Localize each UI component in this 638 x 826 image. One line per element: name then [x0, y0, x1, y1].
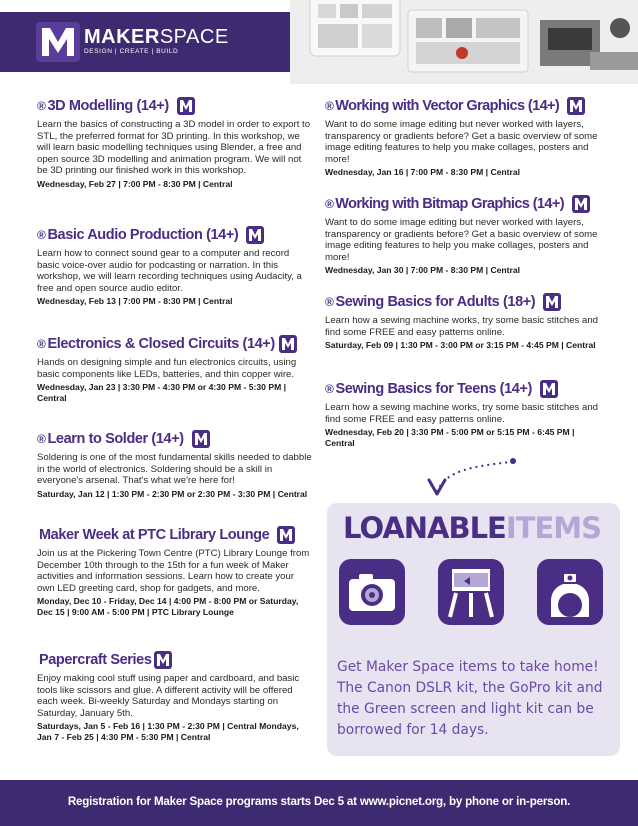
event-description: Learn how a sewing machine works, try some basic stitches and find some FREE and easy patterns online. [325, 402, 599, 425]
event-schedule: Wednesday, Jan 30 | 7:00 PM - 8:30 PM | Central [325, 265, 521, 276]
event-description: Learn how a sewing machine works, try some basic stitches and find some FREE and easy patterns online. [325, 315, 599, 338]
event-description: Learn the basics of constructing a 3D model in order to export to STL, the preferred format for 3D printing. In this workshop, we will learn basic modelling techniques using Blender, a free and open source 3D modelling and animation program. We will not be 3D printing our finished work in this workshop. [37, 119, 311, 177]
event-electronics [37, 334, 312, 429]
event-title: ® Sewing Basics for Adults (18+) [325, 292, 605, 312]
event-title: ® Sewing Basics for Teens (14+) [325, 379, 605, 399]
event-description: Soldering is one of the most fundamental skills needed to dabble in the world of electronics. Soldering should be a skill in everyone's arsenal. That's what we're here for! [37, 452, 312, 487]
event-schedule: Saturdays, Jan 5 - Feb 16 | 1:30 PM - 2:30 PM | Central Mondays, Jan 7 - Feb 25 | 4:30 PM - 5:30 PM | Central [37, 721, 299, 743]
maker-m-icon [279, 335, 297, 353]
maker-m-icon [277, 526, 295, 544]
camera-icon [339, 559, 405, 625]
footer-banner [0, 780, 638, 826]
event-schedule: Wednesday, Jan 16 | 7:00 PM - 8:30 PM | Central [325, 167, 521, 178]
event-schedule: Saturday, Jan 12 | 1:30 PM - 2:30 PM or 2:30 PM - 3:30 PM | Central [37, 488, 308, 499]
event-description: Want to do some image editing but never worked with layers, transparency or gradients before? Get a basic overview of some image editing features to help you make collages, posters and more! [325, 217, 598, 263]
event-title: Papercraft Series [37, 650, 312, 670]
maker-m-icon [36, 22, 80, 62]
maker-m-icon [246, 226, 264, 244]
event-sewing-teens [325, 379, 605, 449]
event-description: Join us at the Pickering Town Centre (PTC) Library Lounge from December 10th through to the 15th for a fun week of Maker activities and information sessions. Learn how to create your own LED greeting card, shop for gadgets, and more. [37, 548, 310, 594]
event-learn-to-solder [37, 429, 312, 525]
event-description: Want to do some image editing but never worked with layers, transparency or gradients before? Get a basic overview of some image editing features to help you make collages, posters and more! [325, 119, 598, 165]
event-title: ® Basic Audio Production (14+) [37, 225, 312, 245]
registration-note: Registration for Maker Space programs starts Dec 5 at www.picnet.org, by phone or in-person. [67, 795, 571, 808]
left-column [37, 96, 312, 743]
event-schedule: Wednesday, Jan 23 | 3:30 PM - 4:30 PM or 4:30 PM - 5:30 PM | Central [37, 382, 287, 404]
maker-m-icon [540, 380, 558, 398]
event-3d-modelling [37, 96, 312, 225]
event-papercraft [37, 650, 312, 743]
maker-m-icon [154, 651, 172, 669]
event-title: ® Learn to Solder (14+) [37, 429, 312, 449]
event-schedule: Wednesday, Feb 27 | 7:00 PM - 8:30 PM | Central [37, 178, 233, 189]
event-description: Hands on designing simple and fun electronics circuits, using basic components like LEDs, batteries, and thin copper wire. [37, 357, 297, 380]
event-description: Learn how to connect sound gear to a computer and record basic voice-over audio for podcasting or narration. In this workshop, we will learn recording techniques using Audacity, a free and open source audio editor. [37, 248, 302, 294]
event-title: ® Working with Bitmap Graphics (14+) [325, 194, 605, 214]
event-schedule: Wednesday, Feb 13 | 7:00 PM - 8:30 PM | Central [37, 296, 233, 307]
event-bitmap-graphics [325, 194, 605, 292]
event-title: ® Working with Vector Graphics (14+) [325, 96, 605, 116]
header [0, 0, 638, 84]
maker-m-icon [192, 430, 210, 448]
event-basic-audio [37, 225, 312, 334]
maker-m-icon [567, 97, 585, 115]
loanable-items-panel [327, 503, 620, 756]
gopro-helmet-icon [537, 559, 603, 625]
maker-m-icon [543, 293, 561, 311]
event-title: Maker Week at PTC Library Lounge [37, 525, 312, 545]
logo-text: MAKERSPACE [84, 26, 229, 48]
maker-m-icon [572, 195, 590, 213]
event-sewing-adults [325, 292, 605, 379]
event-maker-week [37, 525, 312, 650]
maker-m-icon [177, 97, 195, 115]
event-schedule: Wednesday, Feb 20 | 3:30 PM - 5:00 PM or 5:15 PM - 6:45 PM | Central [325, 427, 575, 449]
event-schedule: Monday, Dec 10 - Friday, Dec 14 | 4:00 PM - 8:00 PM or Saturday, Dec 15 | 9:00 AM - 5:00 PM | PTC Library Lounge [37, 596, 299, 618]
dotted-arrow-decoration [425, 452, 525, 498]
loanable-description: Get Maker Space items to take home! The Canon DSLR kit, the GoPro kit and the Green screen and light kit can be borrowed for 14 days. [337, 659, 603, 738]
event-schedule: Saturday, Feb 09 | 1:30 PM - 3:00 PM or 3:15 PM - 4:45 PM | Central [325, 340, 596, 351]
logo-tagline: DESIGN | CREATE | BUILD [84, 48, 179, 55]
event-description: Enjoy making cool stuff using paper and cardboard, and basic tools like scissors and glue. A different activity will be offered each week. Bi-weekly Saturday and Mondays starting on Saturday, January 5th. [37, 673, 300, 719]
header-photo [290, 0, 638, 84]
event-vector-graphics [325, 96, 605, 194]
event-title: ® Electronics & Closed Circuits (14+) [37, 334, 312, 354]
loanable-title: LOANABLEITEMS [343, 511, 602, 545]
clapperboard-icon [438, 559, 504, 625]
right-column [325, 96, 605, 449]
event-title: ® 3D Modelling (14+) [37, 96, 312, 116]
